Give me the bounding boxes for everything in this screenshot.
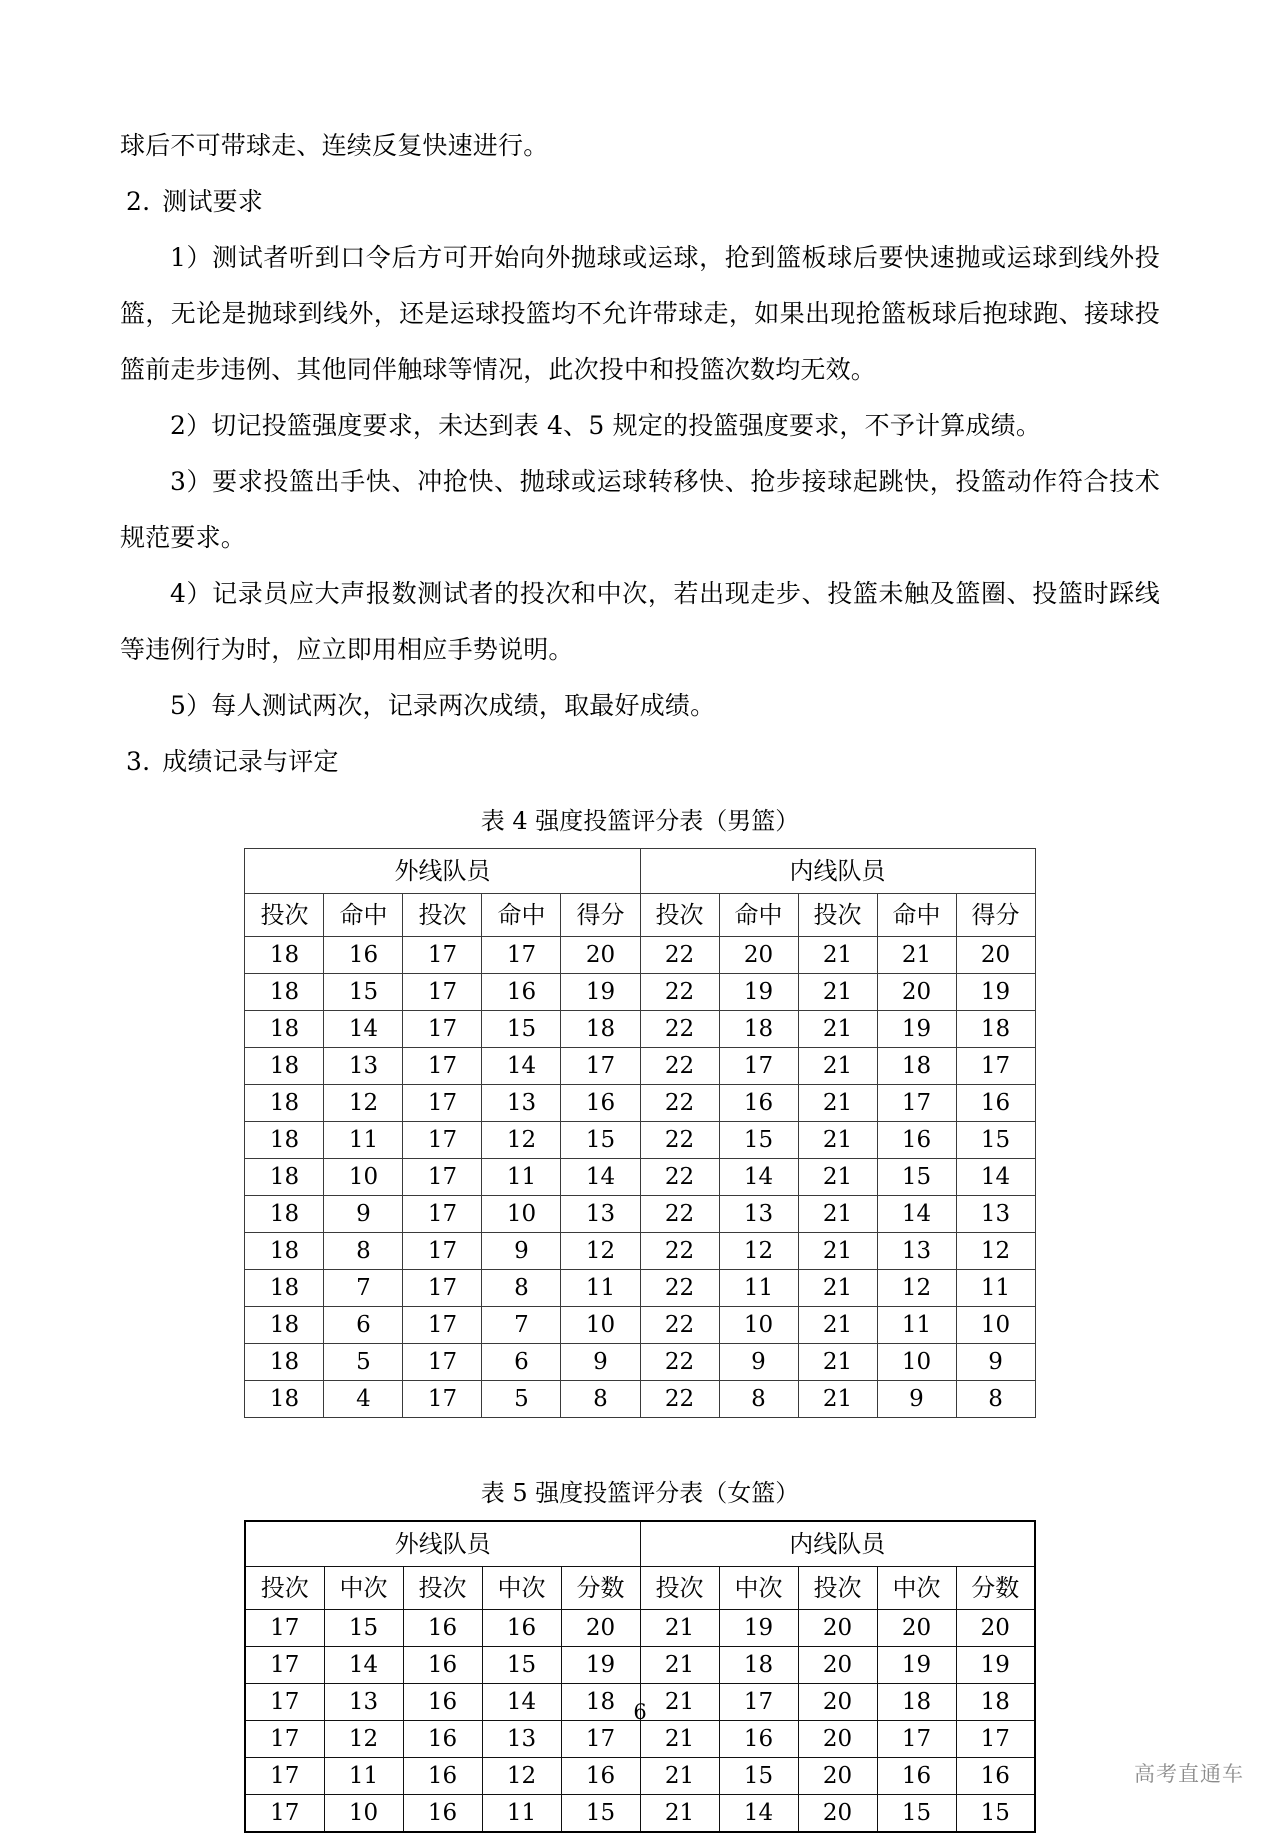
table-5-row-cell: 20	[798, 1610, 877, 1647]
table-5-row-cell: 20	[798, 1647, 877, 1684]
table-4-row-cell: 22	[640, 1270, 719, 1307]
table-4-col-2: 投次	[403, 894, 482, 937]
table-5-row-cell: 20	[561, 1610, 640, 1647]
table-4-row-cell: 19	[719, 974, 798, 1011]
table-4-row-cell: 22	[640, 1085, 719, 1122]
table-4-row-cell: 18	[245, 1344, 324, 1381]
table-5-row-cell: 19	[877, 1647, 956, 1684]
table-4-row	[245, 1270, 1035, 1307]
table-4-row-cell: 13	[719, 1196, 798, 1233]
table-5-row-cell: 16	[956, 1758, 1035, 1795]
table-5-row-cell: 17	[245, 1610, 324, 1647]
table-4-row-cell: 18	[245, 1085, 324, 1122]
table-4-row-cell: 4	[324, 1381, 403, 1418]
table-4-row-cell: 15	[482, 1011, 561, 1048]
table-4-row-cell: 19	[877, 1011, 956, 1048]
table-4-row-cell: 21	[877, 937, 956, 974]
table-5-col-3: 中次	[482, 1567, 561, 1610]
table-5-row-cell: 17	[245, 1647, 324, 1684]
table-5-row-cell: 17	[956, 1721, 1035, 1758]
table-4-col-3: 命中	[482, 894, 561, 937]
table-4-row-cell: 9	[877, 1381, 956, 1418]
table-4-row-cell: 15	[324, 974, 403, 1011]
table-5-col-5: 投次	[640, 1567, 719, 1610]
table-4-row-cell: 18	[245, 974, 324, 1011]
table-5	[244, 1520, 1036, 1833]
table-4-group-outside: 外线队员	[245, 849, 640, 894]
table-5-row-cell: 20	[798, 1758, 877, 1795]
table-4-row-cell: 13	[561, 1196, 640, 1233]
table-4-row-cell: 22	[640, 1344, 719, 1381]
table-5-row-cell: 17	[245, 1684, 324, 1721]
table-4-row-cell: 7	[324, 1270, 403, 1307]
table-4-row-cell: 10	[877, 1344, 956, 1381]
table-5-row-cell: 21	[640, 1721, 719, 1758]
table-5-row-cell: 17	[877, 1721, 956, 1758]
table-4-col-8: 命中	[877, 894, 956, 937]
table-4-row	[245, 1344, 1035, 1381]
table-4-row	[245, 1307, 1035, 1344]
table-5-col-6: 中次	[719, 1567, 798, 1610]
table-5-row-cell: 21	[640, 1610, 719, 1647]
table-4-row	[245, 974, 1035, 1011]
section-2-title: 测试要求	[162, 187, 264, 216]
table-4-row-cell: 21	[798, 1011, 877, 1048]
table-4-head	[245, 849, 1035, 937]
table-4-row-cell: 17	[403, 1159, 482, 1196]
table-4-row	[245, 1085, 1035, 1122]
table-5-row-cell: 16	[877, 1758, 956, 1795]
table-5-row-cell: 15	[956, 1795, 1035, 1833]
table-5-col-8: 中次	[877, 1567, 956, 1610]
table-5-row-cell: 15	[719, 1758, 798, 1795]
table-4-body	[245, 937, 1035, 1418]
table-4-col-7: 投次	[798, 894, 877, 937]
table-4-row-cell: 20	[877, 974, 956, 1011]
table-5-col-4: 分数	[561, 1567, 640, 1610]
table-5-row-cell: 17	[245, 1795, 324, 1833]
table-4-row-cell: 5	[324, 1344, 403, 1381]
table-4-row-cell: 22	[640, 1196, 719, 1233]
continued-paragraph: 球后不可带球走、连续反复快速进行。	[120, 131, 549, 160]
table-4-row-cell: 16	[324, 937, 403, 974]
table-4-row	[245, 1159, 1035, 1196]
table-5-row-cell: 18	[956, 1684, 1035, 1721]
table-4-row-cell: 18	[245, 1233, 324, 1270]
table-4-row-cell: 21	[798, 1270, 877, 1307]
table-5-wrapper	[120, 1520, 1160, 1833]
table-4-row-cell: 17	[877, 1085, 956, 1122]
table-4-row-cell: 18	[245, 1122, 324, 1159]
table-4-row-cell: 17	[561, 1048, 640, 1085]
table-4-wrapper	[120, 848, 1160, 1418]
table-4-row	[245, 1381, 1035, 1418]
table-4-row-cell: 18	[877, 1048, 956, 1085]
table-4-row-cell: 19	[956, 974, 1035, 1011]
table-4-row-cell: 6	[324, 1307, 403, 1344]
table-5-group-header-row	[245, 1521, 1035, 1567]
table-5-row-cell: 14	[719, 1795, 798, 1833]
table-5-row-cell: 20	[956, 1610, 1035, 1647]
section-3-title: 成绩记录与评定	[162, 747, 339, 776]
table-4-row-cell: 12	[561, 1233, 640, 1270]
table-5-row-cell: 15	[877, 1795, 956, 1833]
table-4-column-header-row	[245, 894, 1035, 937]
table-4-row-cell: 8	[956, 1381, 1035, 1418]
table-4-row-cell: 18	[245, 1381, 324, 1418]
table-4-row-cell: 14	[719, 1159, 798, 1196]
table-5-row-cell: 16	[403, 1684, 482, 1721]
table-5-row-cell: 10	[324, 1795, 403, 1833]
table-4-row-cell: 14	[561, 1159, 640, 1196]
table-4-row-cell: 10	[956, 1307, 1035, 1344]
table-4-row-cell: 22	[640, 1048, 719, 1085]
table-4-row	[245, 1048, 1035, 1085]
table-4-row-cell: 18	[561, 1011, 640, 1048]
table-5-col-1: 中次	[324, 1567, 403, 1610]
table-4	[244, 848, 1035, 1418]
table-5-row-cell: 11	[324, 1758, 403, 1795]
section-2-heading	[120, 174, 1160, 230]
table-4-row-cell: 5	[482, 1381, 561, 1418]
table-4-row-cell: 21	[798, 1344, 877, 1381]
table-4-row-cell: 13	[482, 1085, 561, 1122]
table-4-row-cell: 18	[245, 937, 324, 974]
table-4-row-cell: 15	[719, 1122, 798, 1159]
table-4-row-cell: 22	[640, 974, 719, 1011]
table-4-row-cell: 12	[877, 1270, 956, 1307]
table-5-row-cell: 18	[561, 1684, 640, 1721]
table-4-row-cell: 14	[482, 1048, 561, 1085]
table-4-row-cell: 22	[640, 1381, 719, 1418]
table-4-col-1: 命中	[324, 894, 403, 937]
section-2-item-4: 4）记录员应大声报数测试者的投次和中次，若出现走步、投篮未触及篮圈、投篮时踩线等违例行为时，应立即用相应手势说明。	[120, 579, 1160, 664]
table-4-row-cell: 14	[877, 1196, 956, 1233]
table-5-group-inside: 内线队员	[640, 1521, 1035, 1567]
table-4-row-cell: 21	[798, 1159, 877, 1196]
table-4-row-cell: 6	[482, 1344, 561, 1381]
section-2-item-1: 1）测试者听到口令后方可开始向外抛球或运球，抢到篮板球后要快速抛或运球到线外投篮，无论是抛球到线外，还是运球投篮均不允许带球走，如果出现抢篮板球后抱球跑、接球投篮前走步违例、其他同伴触球等情况，此次投中和投篮次数均无效。	[120, 243, 1160, 384]
table-4-col-9: 得分	[956, 894, 1035, 937]
table-4-row-cell: 11	[561, 1270, 640, 1307]
table-4-row-cell: 17	[403, 974, 482, 1011]
table-4-row-cell: 17	[403, 1381, 482, 1418]
table-4-row-cell: 11	[324, 1122, 403, 1159]
table-4-col-0: 投次	[245, 894, 324, 937]
table-5-row-cell: 16	[403, 1721, 482, 1758]
table-4-row-cell: 17	[403, 1085, 482, 1122]
watermark: 高考直通车	[1134, 1762, 1244, 1786]
table-5-row-cell: 21	[640, 1795, 719, 1833]
table-5-row-cell: 16	[403, 1610, 482, 1647]
section-2-item-3: 3）要求投篮出手快、冲抢快、抛球或运球转移快、抢步接球起跳快，投篮动作符合技术规范要求。	[120, 467, 1160, 552]
table-4-row-cell: 16	[956, 1085, 1035, 1122]
table-4-row-cell: 10	[482, 1196, 561, 1233]
table-5-row-cell: 15	[561, 1795, 640, 1833]
table-4-group-header-row	[245, 849, 1035, 894]
table-5-col-2: 投次	[403, 1567, 482, 1610]
table-4-col-4: 得分	[561, 894, 640, 937]
table-5-row-cell: 19	[956, 1647, 1035, 1684]
table-5-row-cell: 17	[561, 1721, 640, 1758]
table-4-title: 表 4 强度投篮评分表（男篮）	[480, 807, 800, 835]
table-4-row-cell: 15	[561, 1122, 640, 1159]
table-4-row-cell: 21	[798, 974, 877, 1011]
table-4-row-cell: 9	[561, 1344, 640, 1381]
table-4-row-cell: 12	[956, 1233, 1035, 1270]
table-5-row-cell: 19	[719, 1610, 798, 1647]
table-5-col-9: 分数	[956, 1567, 1035, 1610]
table-4-row-cell: 17	[403, 1196, 482, 1233]
table-4-row-cell: 17	[403, 1344, 482, 1381]
table-4-row-cell: 10	[324, 1159, 403, 1196]
table-4-row-cell: 18	[245, 1307, 324, 1344]
table-4-row-cell: 9	[956, 1344, 1035, 1381]
table-4-row-cell: 9	[719, 1344, 798, 1381]
table-5-row-cell: 18	[877, 1684, 956, 1721]
table-4-row-cell: 18	[245, 1270, 324, 1307]
table-4-row-cell: 19	[561, 974, 640, 1011]
table-4-row-cell: 11	[719, 1270, 798, 1307]
table-4-row-cell: 21	[798, 1048, 877, 1085]
table-4-row-cell: 20	[561, 937, 640, 974]
table-4-row-cell: 17	[403, 1233, 482, 1270]
table-4-row-cell: 17	[403, 1011, 482, 1048]
table-4-row-cell: 16	[561, 1085, 640, 1122]
table-5-row-cell: 19	[561, 1647, 640, 1684]
table-4-row-cell: 22	[640, 1159, 719, 1196]
table-5-row-cell: 16	[403, 1758, 482, 1795]
table-4-row-cell: 14	[956, 1159, 1035, 1196]
table-4-row-cell: 20	[719, 937, 798, 974]
table-5-row	[245, 1758, 1035, 1795]
table-4-row-cell: 16	[877, 1122, 956, 1159]
table-4-row-cell: 17	[403, 1270, 482, 1307]
table-4-row-cell: 12	[324, 1085, 403, 1122]
table-4-row-cell: 15	[956, 1122, 1035, 1159]
table-4-row-cell: 17	[403, 1122, 482, 1159]
table-4-row-cell: 12	[719, 1233, 798, 1270]
table-5-row-cell: 14	[482, 1684, 561, 1721]
table-4-row	[245, 937, 1035, 974]
table-4-row-cell: 18	[245, 1048, 324, 1085]
table-5-row-cell: 21	[640, 1647, 719, 1684]
table-5-row-cell: 17	[719, 1684, 798, 1721]
table-5-row-cell: 13	[324, 1684, 403, 1721]
table-4-group-inside: 内线队员	[640, 849, 1035, 894]
table-4-row	[245, 1196, 1035, 1233]
table-5-row-cell: 17	[245, 1721, 324, 1758]
table-5-col-0: 投次	[245, 1567, 324, 1610]
table-4-row-cell: 22	[640, 1307, 719, 1344]
table-4-row-cell: 8	[482, 1270, 561, 1307]
table-4-row-cell: 18	[245, 1011, 324, 1048]
table-5-group-outside: 外线队员	[245, 1521, 640, 1567]
table-4-row-cell: 21	[798, 1233, 877, 1270]
table-4-row-cell: 18	[956, 1011, 1035, 1048]
table-4-row-cell: 18	[245, 1196, 324, 1233]
table-4-row	[245, 1233, 1035, 1270]
table-4-row	[245, 1122, 1035, 1159]
table-4-row-cell: 8	[324, 1233, 403, 1270]
table-4-row-cell: 16	[482, 974, 561, 1011]
table-4-row	[245, 1011, 1035, 1048]
table-5-row-cell: 14	[324, 1647, 403, 1684]
table-4-row-cell: 21	[798, 1381, 877, 1418]
table-5-row-cell: 16	[482, 1610, 561, 1647]
table-5-row-cell: 21	[640, 1758, 719, 1795]
table-4-row-cell: 20	[956, 937, 1035, 974]
table-5-row-cell: 16	[719, 1721, 798, 1758]
table-4-row-cell: 10	[561, 1307, 640, 1344]
page-number: 6	[633, 1700, 647, 1724]
table-5-row	[245, 1721, 1035, 1758]
table-4-row-cell: 11	[482, 1159, 561, 1196]
section-2-item-2: 2）切记投篮强度要求，未达到表 4、5 规定的投篮强度要求，不予计算成绩。	[170, 411, 1042, 440]
table-4-row-cell: 18	[719, 1011, 798, 1048]
table-4-row-cell: 21	[798, 937, 877, 974]
table-5-column-header-row	[245, 1567, 1035, 1610]
table-4-row-cell: 16	[719, 1085, 798, 1122]
table-5-row-cell: 15	[324, 1610, 403, 1647]
table-4-row-cell: 17	[403, 937, 482, 974]
table-4-row-cell: 15	[877, 1159, 956, 1196]
table-5-row-cell: 11	[482, 1795, 561, 1833]
table-4-row-cell: 13	[956, 1196, 1035, 1233]
table-4-row-cell: 21	[798, 1196, 877, 1233]
table-5-row	[245, 1647, 1035, 1684]
table-5-row-cell: 12	[482, 1758, 561, 1795]
table-4-row-cell: 17	[719, 1048, 798, 1085]
table-5-row-cell: 18	[719, 1647, 798, 1684]
table-5-row-cell: 20	[798, 1684, 877, 1721]
table-4-row-cell: 9	[482, 1233, 561, 1270]
table-4-row-cell: 14	[324, 1011, 403, 1048]
document-body	[120, 118, 1160, 790]
table-4-row-cell: 22	[640, 937, 719, 974]
table-4-col-5: 投次	[640, 894, 719, 937]
table-4-row-cell: 17	[956, 1048, 1035, 1085]
table-5-row-cell: 16	[403, 1795, 482, 1833]
table-5-row-cell: 20	[877, 1610, 956, 1647]
table-4-row-cell: 22	[640, 1011, 719, 1048]
table-5-row-cell: 13	[482, 1721, 561, 1758]
table-4-row-cell: 9	[324, 1196, 403, 1233]
table-5-row-cell: 20	[798, 1721, 877, 1758]
table-5-row	[245, 1795, 1035, 1833]
table-4-row-cell: 21	[798, 1122, 877, 1159]
table-5-title: 表 5 强度投篮评分表（女篮）	[480, 1479, 800, 1507]
table-4-row-cell: 22	[640, 1233, 719, 1270]
table-5-row-cell: 17	[245, 1758, 324, 1795]
table-5-row-cell: 15	[482, 1647, 561, 1684]
table-4-row-cell: 7	[482, 1307, 561, 1344]
table-4-row-cell: 11	[956, 1270, 1035, 1307]
table-4-row-cell: 13	[324, 1048, 403, 1085]
table-4-col-6: 命中	[719, 894, 798, 937]
table-5-row-cell: 12	[324, 1721, 403, 1758]
table-4-row-cell: 12	[482, 1122, 561, 1159]
table-4-row-cell: 22	[640, 1122, 719, 1159]
table-4-row-cell: 17	[403, 1048, 482, 1085]
table-5-row-cell: 16	[403, 1647, 482, 1684]
table-4-row-cell: 17	[403, 1307, 482, 1344]
section-2-number: 2.	[126, 187, 151, 216]
section-3-heading	[120, 734, 1160, 790]
table-5-col-7: 投次	[798, 1567, 877, 1610]
table-5-head	[245, 1521, 1035, 1610]
table-4-row-cell: 21	[798, 1307, 877, 1344]
table-5-row-cell: 16	[561, 1758, 640, 1795]
section-2-item-5: 5）每人测试两次，记录两次成绩，取最好成绩。	[170, 691, 716, 720]
table-4-row-cell: 11	[877, 1307, 956, 1344]
table-5-row-cell: 21	[640, 1684, 719, 1721]
table-4-row-cell: 10	[719, 1307, 798, 1344]
table-4-row-cell: 17	[482, 937, 561, 974]
table-4-row-cell: 8	[561, 1381, 640, 1418]
table-4-row-cell: 21	[798, 1085, 877, 1122]
table-4-row-cell: 8	[719, 1381, 798, 1418]
table-4-row-cell: 18	[245, 1159, 324, 1196]
table-5-row	[245, 1610, 1035, 1647]
table-5-row-cell: 20	[798, 1795, 877, 1833]
section-3-number: 3.	[126, 747, 151, 776]
table-4-row-cell: 13	[877, 1233, 956, 1270]
